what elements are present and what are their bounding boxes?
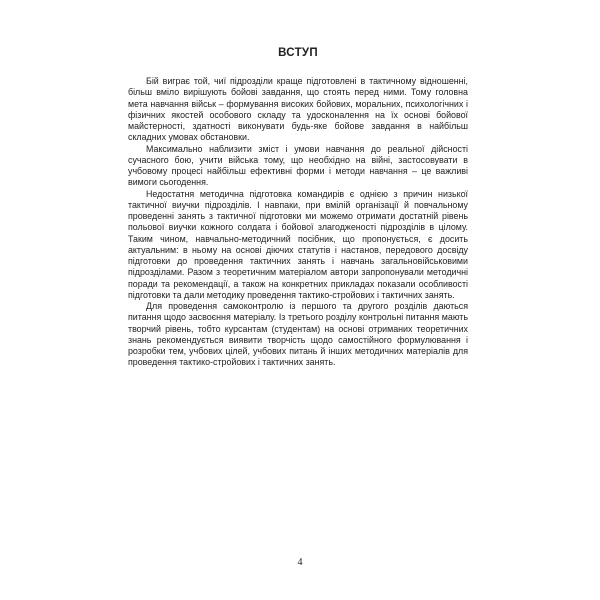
body-text (128, 76, 468, 369)
page-number: 4 (297, 557, 303, 568)
paragraph: Для проведення самоконтролю із першого та другого розділів даються питання щодо засвоєння матеріалу. Із третього розділу контрольні питання мають творчий рівень, тобто курсантам (студентам) на основі отриманих теоретичних знань рекомендується виявити творчість щодо самостійного формулювання і розробки тем, учбових цілей, учбових питань й інших методичних матеріалів для проведення тактико-стройових і тактичних занять. (128, 301, 468, 368)
paragraph: Бій виграє той, чиї підрозділи краще підготовлені в тактичному відношенні, більш вміло вирішують бойові завдання, що стоять перед ними. Тому головна мета навчання військ – формування високих бойових, моральних, психологічних і фізичних якостей особового складу та удосконалення на їх основі бойової майстерності, здатності виконувати будь-яке бойове завдання в найбільш складних умовах обстановки. (128, 76, 468, 143)
paragraph: Недостатня методична підготовка командирів є однією з причин низької тактичної виучки підрозділів. І навпаки, при вмілій організації й повчальному проведенні занять з тактичної підготовки ми можемо отримати достатній рівень польової виучки кожного солдата і бойової злагодженості підрозділів в цілому. Таким чином, навчально-методичний посібник, що пропонується, є досить актуальним: в ньому на основі діючих статутів і настанов, передового досвіду підготовки до проведення тактичних занять і навчань загальновійськовими підрозділами. Разом з теоретичним матеріалом автори запропонували методичні поради та рекомендації, а також на конкретних прикладах показали особливості підготовки та дали методику проведення тактико-стройових і тактичних занять. (128, 188, 468, 300)
page-title: ВСТУП (278, 47, 318, 59)
paragraph: Максимально наблизити зміст і умови навчання до реальної дійсності сучасного бою, учити війська тому, що необхідно на війні, застосовувати в учбовому процесі найбільш ефективні форми і методи навчання – це важливі вимоги сьогодення. (128, 143, 468, 188)
